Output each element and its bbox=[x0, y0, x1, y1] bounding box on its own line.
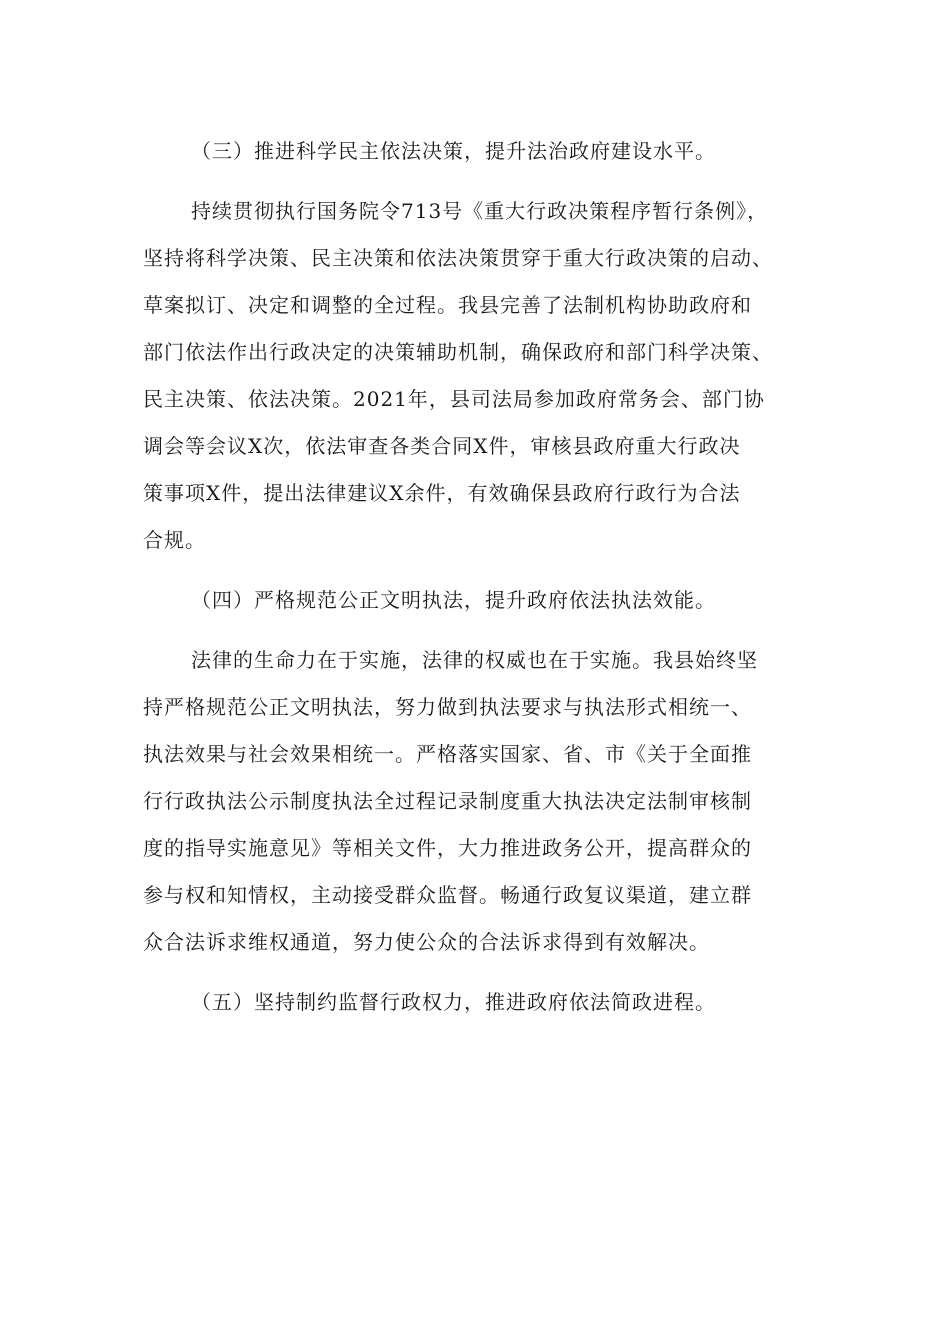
section-heading-4: （四）严格规范公正文明执法，提升政府依法执法效能。 bbox=[191, 588, 716, 612]
paragraph-line: 众合法诉求维权通道，努力使公众的合法诉求得到有效解决。 bbox=[143, 930, 710, 954]
paragraph-line: 民主决策、依法决策。2021年，县司法局参加政府常务会、部门协 bbox=[143, 387, 765, 411]
document-body bbox=[143, 128, 807, 1039]
paragraph-3 bbox=[143, 188, 807, 564]
paragraph-line: 参与权和知情权，主动接受群众监督。畅通行政复议渠道，建立群 bbox=[143, 883, 752, 907]
paragraph-line: 法律的生命力在于实施，法律的权威也在于实施。我县始终坚 bbox=[191, 648, 758, 672]
section-heading-5: （五）坚持制约监督行政权力，推进政府依法简政进程。 bbox=[191, 990, 716, 1014]
paragraph-line: 调会等会议X次，依法审查各类合同X件，审核县政府重大行政决 bbox=[143, 434, 741, 458]
paragraph-line: 草案拟订、决定和调整的全过程。我县完善了法制机构协助政府和 bbox=[143, 293, 752, 317]
paragraph-line: 度的指导实施意见》等相关文件，大力推进政务公开，提高群众的 bbox=[143, 836, 752, 860]
paragraph-line: 行行政执法公示制度执法全过程记录制度重大执法决定法制审核制 bbox=[143, 789, 752, 813]
paragraph-line: 执法效果与社会效果相统一。严格落实国家、省、市《关于全面推 bbox=[143, 742, 752, 766]
paragraph-line: 部门依法作出行政决定的决策辅助机制，确保政府和部门科学决策、 bbox=[143, 340, 773, 364]
paragraph-line: 持严格规范公正文明执法，努力做到执法要求与执法形式相统一、 bbox=[143, 695, 752, 719]
section-heading-3: （三）推进科学民主依法决策，提升法治政府建设水平。 bbox=[191, 139, 716, 163]
paragraph-line: 合规。 bbox=[143, 528, 206, 552]
paragraph-line: 持续贯彻执行国务院令713号《重大行政决策程序暂行条例》， bbox=[191, 199, 769, 223]
paragraph-line: 策事项X件，提出法律建议X余件，有效确保县政府行政行为合法 bbox=[143, 481, 741, 505]
paragraph-4 bbox=[143, 637, 807, 966]
paragraph-line: 坚持将科学决策、民主决策和依法决策贯穿于重大行政决策的启动、 bbox=[143, 246, 773, 270]
